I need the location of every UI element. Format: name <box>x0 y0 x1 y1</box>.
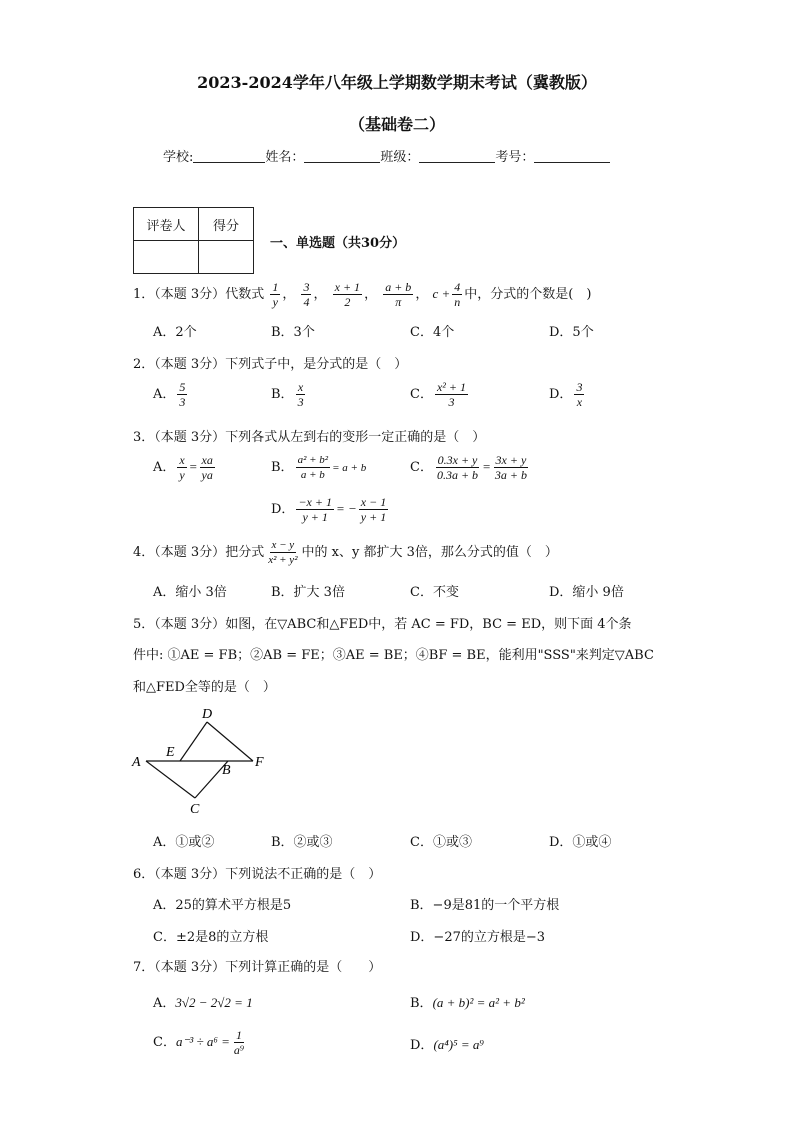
q1-expr-5: $\frac{4}{n}$ <box>454 280 461 309</box>
question-3: 3．（本题 3分）下列各式从左到右的变形一定正确的是（ ） <box>133 430 486 445</box>
q7-option-b[interactable]: B．(a + b)² = a² + b² <box>410 995 525 1011</box>
label-a: A <box>132 755 141 770</box>
label-d: D <box>202 707 213 722</box>
info-fields <box>163 146 610 165</box>
q3-option-d[interactable]: D． $\frac{-x + 1}{y + 1}$ = − $\frac{x - 1}{y + 1}$ <box>271 495 387 524</box>
question-5-line2: 件中: ①AE = FB；②AB = FE；③AE = BE；④BF = BE，能利用"SSS"来判定▽ABC <box>133 648 654 663</box>
q1-option-c[interactable]: C．4个 <box>410 325 455 340</box>
q6-option-a[interactable]: A．25的算术平方根是5 <box>153 898 292 913</box>
question-7: 7．（本题 3分）下列计算正确的是（ ） <box>133 960 382 975</box>
q7-option-a[interactable]: A．3√2 − 2√2 = 1 <box>153 995 253 1011</box>
q6-option-c[interactable]: C．±2是8的立方根 <box>153 930 269 945</box>
label-f: F <box>255 755 264 770</box>
q1-expr-4: $\frac{a + b}{\pi}$ <box>385 280 412 309</box>
exam-title: 2023-2024学年八年级上学期数学期末考试（冀教版） <box>197 73 597 92</box>
q1-stem: 代数式 <box>225 287 265 302</box>
score-header: 得分 <box>199 208 254 241</box>
line-ed <box>180 722 207 761</box>
q1-option-a[interactable]: A．2个 <box>153 325 197 340</box>
id-label: 考号： <box>495 150 535 165</box>
name-label: 姓名： <box>265 150 305 165</box>
q5-option-b[interactable]: B．②或③ <box>271 835 333 850</box>
q6-option-d[interactable]: D．−27的立方根是−3 <box>410 930 546 945</box>
class-label: 班级： <box>380 150 420 165</box>
q7-option-d[interactable]: D．(a⁴)⁵ = a⁹ <box>410 1037 484 1053</box>
grader-cell[interactable] <box>134 241 199 274</box>
q5-option-d[interactable]: D．①或④ <box>549 835 612 850</box>
q2-option-a[interactable]: A． $\frac{5}{3}$ <box>153 380 186 409</box>
question-2: 2．（本题 3分）下列式子中，是分式的是（ ） <box>133 357 408 372</box>
q1-expr-1: $\frac{1}{y}$ <box>272 280 279 309</box>
score-cell[interactable] <box>199 241 254 274</box>
line-ac <box>146 761 195 798</box>
question-4: 4．（本题 3分）把分式 $\frac{x - y}{\text{x² + y²}}$ 中的 x、y 都扩大 3倍，那么分式的值（ ） <box>133 539 558 566</box>
q3-option-c[interactable]: C． $\frac{0.3x + y}{0.3a + b}$ = $\frac{3x + y}{3a + b}$ <box>410 453 527 482</box>
question-6: 6．（本题 3分）下列说法不正确的是（ ） <box>133 867 382 882</box>
q2-option-b[interactable]: B． $\frac{x}{3}$ <box>271 380 304 409</box>
q3-option-b[interactable]: B． $\frac{\text{a² + b²}}{a + b}$ = a + b <box>271 454 367 481</box>
q2-option-c[interactable]: C． $\frac{\text{x² + 1}}{3}$ <box>410 380 466 409</box>
question-1: 1．（本题 3分）代数式 $\frac{1}{y}$ ， $\frac{3}{4}$ ， $\frac{x + 1}{2}$ ， $\frac{a + b}{\pi}$ ， c + $\frac{4}{n}$ 中，分式的个数是( ) <box>133 280 592 309</box>
exam-subtitle: （基础卷二） <box>348 115 445 134</box>
class-blank[interactable] <box>419 150 495 163</box>
q1-stem-end: 中，分式的个数是( ) <box>464 287 592 302</box>
school-blank[interactable] <box>193 150 265 163</box>
label-c: C <box>190 802 200 817</box>
question-5-line1: 5．（本题 3分）如图，在▽ABC和△FED中，若 AC = FD，BC = ED，则下面 4个条 <box>133 617 632 632</box>
triangle-figure <box>130 700 275 820</box>
score-table <box>133 207 254 274</box>
q4-option-a[interactable]: A．缩小 3倍 <box>153 585 227 600</box>
line-df <box>207 722 253 761</box>
question-5-line3: 和△FED全等的是（ ） <box>133 680 276 695</box>
q1-expr-5-pre: c + <box>432 286 451 301</box>
q7-option-c[interactable]: C．a⁻³ ÷ a⁶ = $\frac{1}{\text{a⁹}}$ <box>153 1028 245 1057</box>
section-heading: 一、单选题（共30分） <box>270 236 406 251</box>
q5-option-c[interactable]: C．①或③ <box>410 835 472 850</box>
label-e: E <box>166 745 175 760</box>
grader-header: 评卷人 <box>134 208 199 241</box>
q4-option-d[interactable]: D．缩小 9倍 <box>549 585 624 600</box>
q5-option-a[interactable]: A．①或② <box>153 835 215 850</box>
id-blank[interactable] <box>534 150 610 163</box>
q6-option-b[interactable]: B．−9是81的一个平方根 <box>410 898 560 913</box>
q2-option-d[interactable]: D． $\frac{3}{x}$ <box>549 380 583 409</box>
q1-option-b[interactable]: B．3个 <box>271 325 315 340</box>
label-b: B <box>222 763 231 778</box>
q1-option-d[interactable]: D．5个 <box>549 325 594 340</box>
q1-expr-3: $\frac{x + 1}{2}$ <box>334 280 361 309</box>
q3-option-a[interactable]: A． $\frac{x}{y}$ = $\frac{xa}{ya}$ <box>153 453 213 482</box>
name-blank[interactable] <box>304 150 380 163</box>
school-label: 学校: <box>163 150 194 165</box>
q4-option-c[interactable]: C．不变 <box>410 585 459 600</box>
q4-option-b[interactable]: B．扩大 3倍 <box>271 585 345 600</box>
q1-number: 1． <box>133 287 155 302</box>
q1-points: （本题 3分） <box>154 287 226 302</box>
q1-expr-2: $\frac{3}{4}$ <box>303 280 310 309</box>
